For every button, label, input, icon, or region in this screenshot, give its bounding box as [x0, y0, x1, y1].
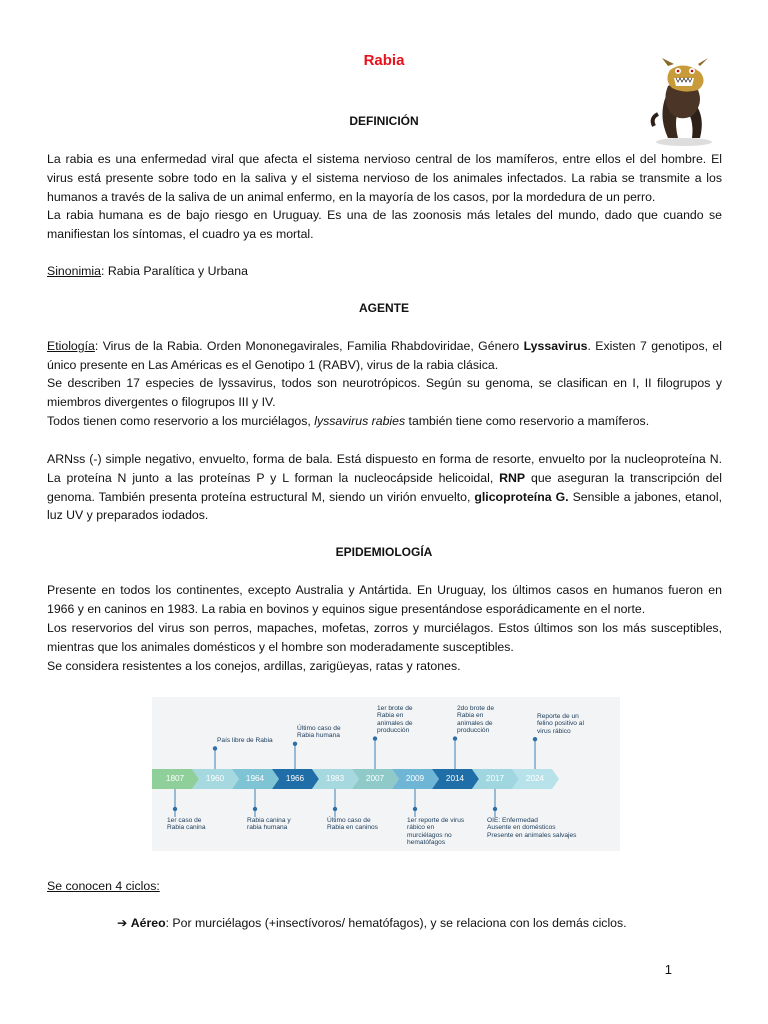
timeline-dot	[213, 746, 217, 750]
timeline-label-line: Reporte de un	[537, 713, 579, 720]
definicion-paragraph-1: La rabia es una enfermedad viral que afecta el sistema nervioso central de los mamíferos, entre ellos el del hombre. El virus está presente sobre todo en la saliva y el sistema nervioso de los animales infectados. La rabia se transmite a los humanos a través de la saliva de un animal enfermo, en la mayoría de los casos, por la mordedura de un perro.	[47, 152, 722, 204]
timeline-top-label	[217, 737, 273, 744]
timeline-label-line: producción	[377, 727, 410, 735]
timeline-bottom-label	[167, 817, 206, 832]
reservorio-text: Todos tienen como reservorio a los murciélagos,	[47, 414, 315, 428]
timeline-dot	[453, 736, 457, 740]
timeline-label-line: 1er reporte de virus	[407, 817, 465, 824]
timeline-dot	[173, 807, 177, 811]
etiologia-paragraph	[47, 337, 722, 375]
timeline-label-line: Presente en animales salvajes	[487, 831, 577, 839]
timeline-bottom-label	[327, 817, 378, 832]
section-heading-agente: AGENTE	[358, 301, 409, 315]
timeline-dot	[253, 807, 257, 811]
epidemiologia-paragraph-2: Los reservorios del virus son perros, mapaches, mofetas, zorros y murciélagos. Estos últimos son los más susceptibles, mientras que los animales domésticos y el hombre son moderadamente susceptibles.	[47, 621, 722, 654]
timeline-label-line: murciélagos no	[407, 831, 452, 839]
section-heading-epidemiologia: EPIDEMIOLOGÍA	[335, 545, 433, 559]
timeline-label-line: virus rábico	[537, 727, 571, 735]
timeline-label-line: Rabia canina	[167, 824, 206, 832]
definicion-paragraph-2: La rabia humana es de bajo riesgo en Uruguay. Es una de las zoonosis más letales del mundo, dado que cuando se manifiestan los síntomas, el cuadro ya es mortal.	[47, 208, 722, 241]
rabies-timeline	[152, 697, 620, 851]
timeline-year: 2007	[365, 774, 385, 783]
reservorio-text-end: también tiene como reservorio a mamíferos.	[405, 414, 650, 428]
sinonimia-line	[47, 262, 722, 281]
lyssavirus-genus: Lyssavirus	[523, 339, 588, 353]
timeline-top-label	[297, 725, 341, 740]
agente-paragraph-3	[47, 412, 722, 431]
glicoproteina-term: glicoproteína G.	[474, 489, 569, 504]
timeline-top-label	[377, 705, 413, 735]
timeline-label-line: Rabia en caninos	[327, 824, 378, 832]
arn-text-3: Sensible a jabones, etanol, luz UV y preparados iodados.	[47, 489, 722, 523]
timeline-year: 1966	[285, 774, 305, 783]
timeline-label-line: 1er caso de	[167, 817, 202, 824]
timeline-label-line: Rabia canina y	[247, 817, 291, 824]
timeline-label-line: País libre de Rabia	[217, 737, 273, 744]
timeline-dot	[373, 736, 377, 740]
rnp-term: RNP	[499, 470, 526, 485]
etiologia-label: Etiología	[47, 339, 95, 353]
timeline-year: 2009	[405, 774, 425, 783]
ciclo-aereo-text: : Por murciélagos (+insectívoros/ hematófagos), y se relaciona con los demás ciclos.	[165, 916, 627, 930]
rabid-dog-illustration	[648, 56, 720, 148]
timeline-bottom-label	[247, 817, 291, 832]
timeline-year: 1960	[205, 774, 225, 783]
timeline-year: 2017	[485, 774, 505, 783]
timeline-label-line: rabia humana	[247, 824, 288, 832]
timeline-label-line: Último caso de	[297, 725, 341, 732]
ciclos-heading: Se conocen 4 ciclos:	[47, 879, 160, 893]
timeline-label-line: hematófagos	[407, 839, 446, 847]
timeline-top-label	[537, 713, 584, 735]
timeline-label-line: Rabia humana	[297, 732, 340, 740]
timeline-label-line: OIE: Enfermedad	[487, 817, 538, 824]
timeline-label-line: 1er brote de	[377, 705, 413, 712]
lyssavirus-rabies: lyssavirus rabies	[314, 414, 406, 428]
timeline-year: 1807	[165, 774, 185, 783]
timeline-dot	[413, 807, 417, 811]
page-title: Rabia	[363, 52, 405, 69]
timeline-label-line: animales de	[377, 719, 413, 727]
arn-text-2: que aseguran la transcripción del genoma. También presenta proteína estructural M, siendo un virión envuelto,	[47, 470, 722, 504]
timeline-label-line: animales de	[457, 719, 493, 727]
timeline-year: 1983	[325, 774, 345, 783]
timeline-label-line: Rabia en	[377, 712, 404, 720]
ciclo-aereo-label: Aéreo	[130, 916, 166, 930]
agente-paragraph-2: Se describen 17 especies de lyssavirus, todos son neurotrópicos. Según su genoma, se clasifican en I, II filogrupos y miembros divergentes o filogrupos III y IV.	[47, 376, 722, 409]
arn-paragraph	[47, 450, 722, 525]
arn-text-1: ARNss (-) simple negativo, envuelto, forma de bala. Está dispuesto en forma de resorte, envuelto por la nucleoproteína N. La proteína N junto a las proteínas P y L forman la nucleocápside helicoidal,	[47, 452, 722, 485]
timeline-bottom-label	[487, 817, 576, 839]
timeline-dot	[533, 737, 537, 741]
etiologia-text: : Virus de la Rabia. Orden Mononegavirales, Familia Rhabdoviridae, Género	[94, 339, 524, 353]
arrow-right-icon: ➔	[117, 916, 128, 930]
timeline-label-line: Rabia en	[457, 712, 484, 720]
timeline-bottom-label	[407, 817, 464, 847]
sinonimia-label: Sinonimia	[47, 264, 101, 278]
timeline-label-line: Último caso de	[327, 817, 371, 824]
timeline-label-line: 2do brote de	[457, 705, 495, 712]
timeline-label-line: producción	[457, 727, 490, 735]
epidemiologia-paragraph-1: Presente en todos los continentes, excepto Australia y Antártida. En Uruguay, los últimos casos en humanos fueron en 1966 y en caninos en 1983. La rabia en bovinos y equinos sigue presentándose esporádicamente en el norte.	[47, 583, 722, 616]
epidemiologia-paragraph-3: Se considera resistentes a los conejos, ardillas, zarigüeyas, ratas y ratones.	[47, 659, 461, 673]
timeline-year: 2024	[525, 774, 545, 783]
sinonimia-text: : Rabia Paralítica y Urbana	[101, 264, 248, 278]
etiologia-text-end: . Existen 7 genotipos, el único presente en Las Américas es el Genotipo 1 (RABV), virus de la rabia clásica.	[47, 339, 722, 372]
page-number: 1	[664, 962, 672, 977]
timeline-top-label	[457, 705, 494, 735]
timeline-dot	[333, 807, 337, 811]
section-heading-definicion: DEFINICIÓN	[349, 114, 419, 128]
timeline-label-line: felino positivo al	[537, 720, 584, 728]
timeline-label-line: rábico en	[407, 824, 435, 832]
ciclo-aereo-item	[117, 914, 627, 933]
timeline-dot	[493, 807, 497, 811]
timeline-year: 1964	[245, 774, 265, 783]
timeline-dot	[293, 742, 297, 746]
timeline-label-line: Ausente en domésticos	[487, 824, 556, 832]
timeline-year: 2014	[445, 774, 465, 783]
